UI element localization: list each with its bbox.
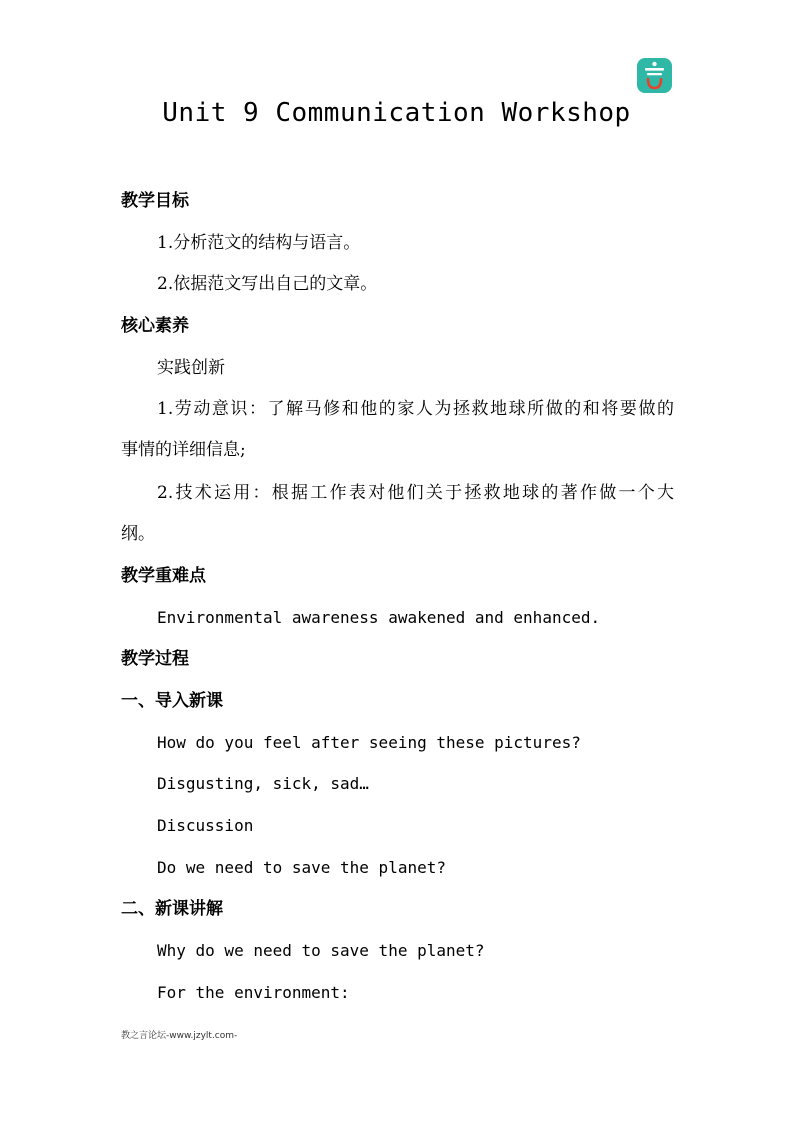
objectives-heading: 教学目标 (121, 191, 189, 211)
intro-line: How do you feel after seeing these pictures? (157, 733, 581, 752)
logo-icon (637, 58, 672, 93)
intro-line: Do we need to save the planet? (157, 858, 446, 877)
new-lesson-line: Why do we need to save the planet? (157, 941, 485, 960)
footer-watermark: 教之言论坛-www.jzylt.com- (121, 1031, 238, 1041)
objective-item: 1.分析范文的结构与语言。 (157, 233, 361, 253)
literacy-item-2-cont: 纲。 (121, 524, 155, 544)
new-lesson-heading: 二、新课讲解 (121, 899, 223, 919)
literacy-item-2: 2.技术运用：根据工作表对他们关于拯救地球的著作做一个大 (157, 483, 674, 503)
process-heading: 教学过程 (121, 649, 189, 669)
objective-item: 2.依据范文写出自己的文章。 (157, 274, 378, 294)
literacy-heading: 核心素养 (121, 316, 189, 336)
intro-heading: 一、导入新课 (121, 691, 223, 711)
key-points-heading: 教学重难点 (121, 566, 206, 586)
intro-line: Disgusting, sick, sad… (157, 774, 369, 793)
page-title: Unit 9 Communication Workshop (162, 98, 631, 128)
key-points-text: Environmental awareness awakened and enhanced. (157, 608, 601, 627)
literacy-item-1: 1.劳动意识：了解马修和他的家人为拯救地球所做的和将要做的 (157, 399, 674, 419)
intro-line: Discussion (157, 816, 254, 835)
literacy-subheading: 实践创新 (157, 358, 225, 378)
literacy-item-1-cont: 事情的详细信息; (121, 440, 246, 460)
new-lesson-line: For the environment: (157, 983, 350, 1002)
